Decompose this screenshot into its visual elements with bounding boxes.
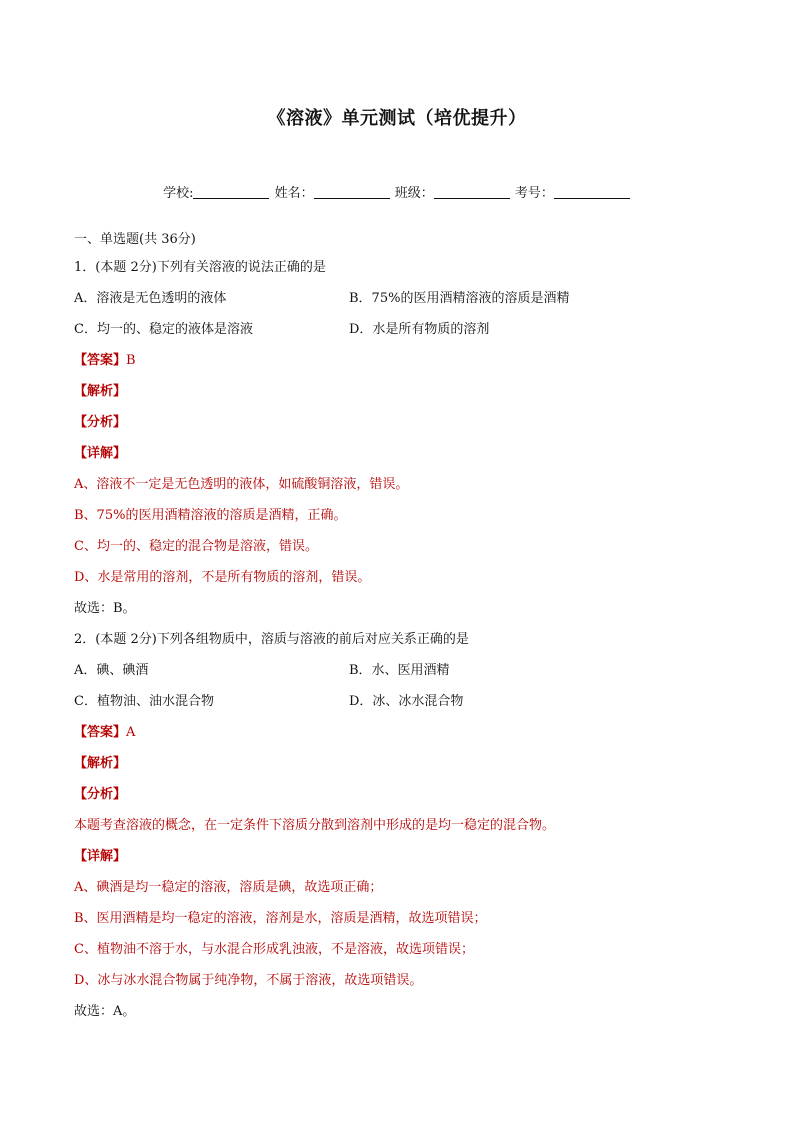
answer-value: A [126,725,136,740]
exam-number-label: 考号： [514,186,554,201]
question-2-stem: 2．(本题 2分)下列各组物质中，溶质与溶液的前后对应关系正确的是 [74,632,469,647]
question-1-options-row-2 [74,320,734,351]
name-label: 姓名： [274,186,314,201]
answer-tag: 【答案】 [74,353,127,368]
analysis-tag: 【解析】 [74,384,127,399]
question-2-detail-b: B、医用酒精是均一稳定的溶液，溶剂是水，溶质是酒精，故选项错误； [74,911,487,926]
class-blank[interactable] [434,185,510,199]
student-info-line [0,182,794,201]
fenxi-tag: 【分析】 [74,787,127,802]
question-1-detail-d: D、水是常用的溶剂，不是所有物质的溶剂，错误。 [74,570,371,585]
answer-tag: 【答案】 [74,725,127,740]
question-2-option-c: C．植物油、油水混合物 [74,694,214,709]
question-1-fenxi-heading [74,413,734,444]
question-2-detail-d: D、冰与冰水混合物属于纯净物，不属于溶液，故选项错误。 [74,973,423,988]
question-1-detail-c: C、均一的、稳定的混合物是溶液，错误。 [74,539,318,554]
school-blank[interactable] [193,185,269,199]
detail-tag: 【详解】 [74,849,127,864]
page-title: 《溶液》单元测试（培优提升） [267,108,527,129]
question-2-answer [74,723,734,754]
question-1-detail-b: B、75%的医用酒精溶液的溶质是酒精，正确。 [74,508,347,523]
question-1-options-row-1 [74,289,734,320]
question-2-analysis-heading [74,754,734,785]
question-2-detail-a: A、碘酒是均一稳定的溶液，溶质是碘，故选项正确； [74,880,383,895]
document-body [74,230,734,1033]
question-1-detail-a: A、溶液不一定是无色透明的液体，如硫酸铜溶液，错误。 [74,477,409,492]
question-1-stem: 1．(本题 2分)下列有关溶液的说法正确的是 [74,260,326,275]
question-2-options-row-1 [74,661,734,692]
analysis-tag: 【解析】 [74,756,127,771]
school-label: 学校: [163,186,194,201]
question-1-analysis-heading [74,382,734,413]
question-1-answer [74,351,734,382]
question-2-options-row-2 [74,692,734,723]
fenxi-tag: 【分析】 [74,415,127,430]
exam-number-blank[interactable] [554,185,630,199]
question-2-detail-heading [74,847,734,878]
question-1-option-c: C．均一的、稳定的液体是溶液 [74,322,253,337]
question-2-option-d: D．冰、冰水混合物 [349,694,464,709]
name-blank[interactable] [314,185,390,199]
question-1-detail-heading [74,444,734,475]
question-2-option-b: B．水、医用酒精 [349,663,450,678]
answer-value: B [126,353,136,368]
class-label: 班级： [394,186,434,201]
question-2-conclusion: 故选：A。 [74,1004,136,1019]
section-title: 一、单选题(共 36分) [74,232,196,247]
question-2-option-a: A．碘、碘酒 [74,663,149,678]
question-2-fenxi-heading [74,785,734,816]
question-2-detail-c: C、植物油不溶于水，与水混合形成乳浊液，不是溶液，故选项错误； [74,942,474,957]
question-2-analysis-text: 本题考查溶液的概念，在一定条件下溶质分散到溶剂中形成的是均一稳定的混合物。 [74,818,556,833]
detail-tag: 【详解】 [74,446,127,461]
question-1-option-a: A．溶液是无色透明的液体 [74,291,227,306]
question-1-option-b: B．75%的医用酒精溶液的溶质是酒精 [349,291,570,306]
question-1-conclusion: 故选：B。 [74,601,136,616]
question-1-option-d: D．水是所有物质的溶剂 [349,322,490,337]
